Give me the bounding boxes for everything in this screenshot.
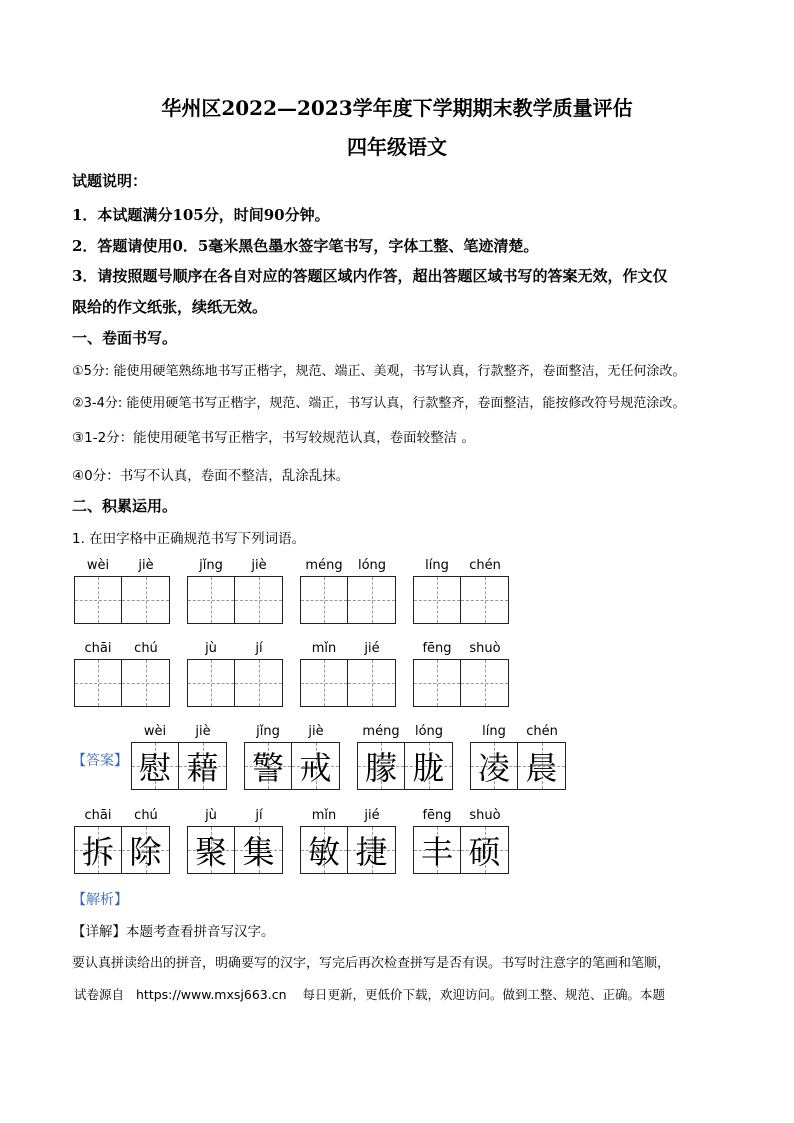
word-grid-group (413, 641, 509, 711)
pinyin-syllable: méng (362, 724, 400, 739)
answer-character: 除 (129, 833, 162, 871)
answer-cell (405, 742, 453, 790)
answer-character: 聚 (194, 833, 227, 871)
answer-cell (74, 826, 122, 874)
pinyin-row (357, 724, 453, 742)
answer-word-group (244, 724, 340, 794)
answer-character: 硕 (468, 833, 501, 871)
footer-tail: 每日更新，更低价下载，欢迎访问。做到工整、规范、正确。本题 (302, 987, 665, 1002)
answer-cell (470, 742, 518, 790)
word-grid-group (187, 558, 283, 628)
answer-word-group (74, 808, 170, 878)
answer-word-group (357, 724, 453, 794)
writing-cell[interactable] (122, 659, 170, 707)
answer-character: 胧 (412, 749, 445, 787)
instructions-heading: 试题说明： (72, 172, 148, 190)
pinyin-syllable: jié (364, 641, 380, 656)
pinyin-row (413, 641, 509, 659)
answer-word-group (187, 808, 283, 878)
instruction-item: 限给的作文纸张，续纸无效。 (72, 298, 268, 316)
answer-character: 藉 (186, 749, 219, 787)
answer-tag: 【答案】 (72, 753, 128, 769)
answer-character: 集 (242, 833, 275, 871)
answer-word-group (413, 808, 509, 878)
pinyin-syllable: jù (205, 808, 217, 823)
answer-word-group (300, 808, 396, 878)
pinyin-row (74, 808, 170, 826)
pinyin-syllable: wèi (86, 558, 110, 573)
writing-cell[interactable] (187, 659, 235, 707)
word-grid-group (74, 558, 170, 628)
criteria-item: ②3-4分: 能使用硬笔书写正楷字，规范、端正，书写认真，行款整齐，卷面整洁，能按修改符号规范涂改。 (72, 396, 686, 411)
writing-cell[interactable] (413, 576, 461, 624)
pinyin-row (300, 641, 396, 659)
word-grid-group (187, 641, 283, 711)
answer-cell (413, 826, 461, 874)
answer-cell (244, 742, 292, 790)
word-grid-group (413, 558, 509, 628)
answer-cell (187, 826, 235, 874)
section1-heading: 一、卷面书写。 (72, 329, 178, 347)
answer-character: 捷 (355, 833, 388, 871)
instruction-item: 3．请按照题号顺序在各自对应的答题区域内作答，超出答题区域书写的答案无效，作文仅 (72, 267, 668, 285)
pinyin-syllable: jǐng (256, 724, 280, 739)
pinyin-syllable: chāi (84, 641, 112, 656)
pinyin-syllable: jí (255, 808, 263, 823)
pinyin-syllable: jù (205, 641, 217, 656)
pinyin-syllable: líng (425, 558, 449, 573)
criteria-item: ③1-2分：能使用硬笔书写正楷字，书写较规范认真，卷面较整洁 。 (72, 430, 475, 446)
writing-cell[interactable] (122, 576, 170, 624)
writing-cell[interactable] (187, 576, 235, 624)
pinyin-syllable: chāi (84, 808, 112, 823)
pinyin-syllable: shuò (469, 808, 501, 823)
answer-cell (179, 742, 227, 790)
answer-cell (348, 826, 396, 874)
answer-character: 戒 (299, 749, 332, 787)
answer-word-group (470, 724, 566, 794)
instruction-item: 1．本试题满分105分，时间90分钟。 (72, 206, 330, 224)
pinyin-syllable: mǐn (311, 641, 337, 656)
pinyin-syllable: wèi (143, 724, 167, 739)
answer-cell (122, 826, 170, 874)
writing-cell[interactable] (74, 659, 122, 707)
writing-cell[interactable] (235, 576, 283, 624)
writing-cell[interactable] (235, 659, 283, 707)
pinyin-syllable: lóng (357, 558, 387, 573)
answer-character: 拆 (81, 833, 114, 871)
pinyin-row (300, 808, 396, 826)
pinyin-syllable: chén (469, 558, 501, 573)
pinyin-syllable: fēng (422, 641, 452, 656)
writing-cell[interactable] (74, 576, 122, 624)
answer-character: 敏 (307, 833, 340, 871)
pinyin-syllable: fēng (422, 808, 452, 823)
page-subtitle: 四年级语文 (347, 135, 447, 159)
footer-line (74, 985, 665, 1003)
pinyin-row (244, 724, 340, 742)
answer-cell (235, 826, 283, 874)
criteria-item: ④0分：书写不认真，卷面不整洁，乱涂乱抹。 (72, 468, 350, 484)
pinyin-row (187, 808, 283, 826)
footer-source: 试卷源自 (74, 987, 125, 1002)
instruction-item: 2．答题请使用0．5毫米黑色墨水签字笔书写，字体工整、笔迹清楚。 (72, 237, 539, 255)
pinyin-syllable: jiè (308, 724, 324, 739)
writing-cell[interactable] (461, 659, 509, 707)
pinyin-syllable: méng (305, 558, 343, 573)
word-grid-group (300, 641, 396, 711)
answer-cell (357, 742, 405, 790)
pinyin-syllable: jié (364, 808, 380, 823)
pinyin-row (74, 641, 170, 659)
footer-url[interactable]: https://www.mxsj663.cn (136, 987, 287, 1002)
answer-character: 慰 (138, 749, 171, 787)
writing-cell[interactable] (348, 659, 396, 707)
answer-character: 朦 (364, 749, 397, 787)
answer-character: 凌 (477, 749, 510, 787)
word-grid-group (74, 641, 170, 711)
pinyin-row (470, 724, 566, 742)
answer-cell (300, 826, 348, 874)
pinyin-syllable: mǐn (311, 808, 337, 823)
answer-cell (518, 742, 566, 790)
answer-cell (131, 742, 179, 790)
pinyin-syllable: jiè (251, 558, 267, 573)
pinyin-syllable: chú (134, 641, 158, 656)
pinyin-row (413, 808, 509, 826)
answer-cell (292, 742, 340, 790)
pinyin-row (187, 558, 283, 576)
writing-cell[interactable] (413, 659, 461, 707)
answer-character: 丰 (420, 833, 453, 871)
pinyin-syllable: lóng (414, 724, 444, 739)
pinyin-syllable: jiè (138, 558, 154, 573)
answer-character: 晨 (525, 749, 558, 787)
answer-word-group (131, 724, 227, 794)
detail-text-2: 要认真拼读给出的拼音，明确要写的汉字，写完后再次检查拼写是否有误。书写时注意字的笔画和笔顺， (72, 956, 671, 971)
pinyin-row (131, 724, 227, 742)
analysis-tag: 【解析】 (72, 892, 128, 908)
answer-cell (461, 826, 509, 874)
pinyin-syllable: chén (526, 724, 558, 739)
pinyin-row (413, 558, 509, 576)
pinyin-row (74, 558, 170, 576)
pinyin-syllable: jǐng (199, 558, 223, 573)
question-1: 1. 在田字格中正确规范书写下列词语。 (72, 531, 306, 547)
writing-cell[interactable] (348, 576, 396, 624)
pinyin-syllable: líng (482, 724, 506, 739)
pinyin-syllable: jí (255, 641, 263, 656)
writing-cell[interactable] (300, 659, 348, 707)
pinyin-syllable: chú (134, 808, 158, 823)
detail-text: 【详解】本题考查看拼音写汉字。 (72, 924, 275, 940)
pinyin-row (300, 558, 396, 576)
pinyin-syllable: shuò (469, 641, 501, 656)
section2-heading: 二、积累运用。 (72, 497, 178, 515)
writing-cell[interactable] (461, 576, 509, 624)
writing-cell[interactable] (300, 576, 348, 624)
criteria-item: ①5分: 能使用硬笔熟练地书写正楷字，规范、端正、美观，书写认真，行款整齐，卷面整洁，无任何涂改。 (72, 364, 686, 379)
pinyin-syllable: jiè (195, 724, 211, 739)
word-grid-group (300, 558, 396, 628)
pinyin-row (187, 641, 283, 659)
answer-character: 警 (251, 749, 284, 787)
page-title: 华州区2022—2023学年度下学期期末教学质量评估 (161, 96, 633, 120)
